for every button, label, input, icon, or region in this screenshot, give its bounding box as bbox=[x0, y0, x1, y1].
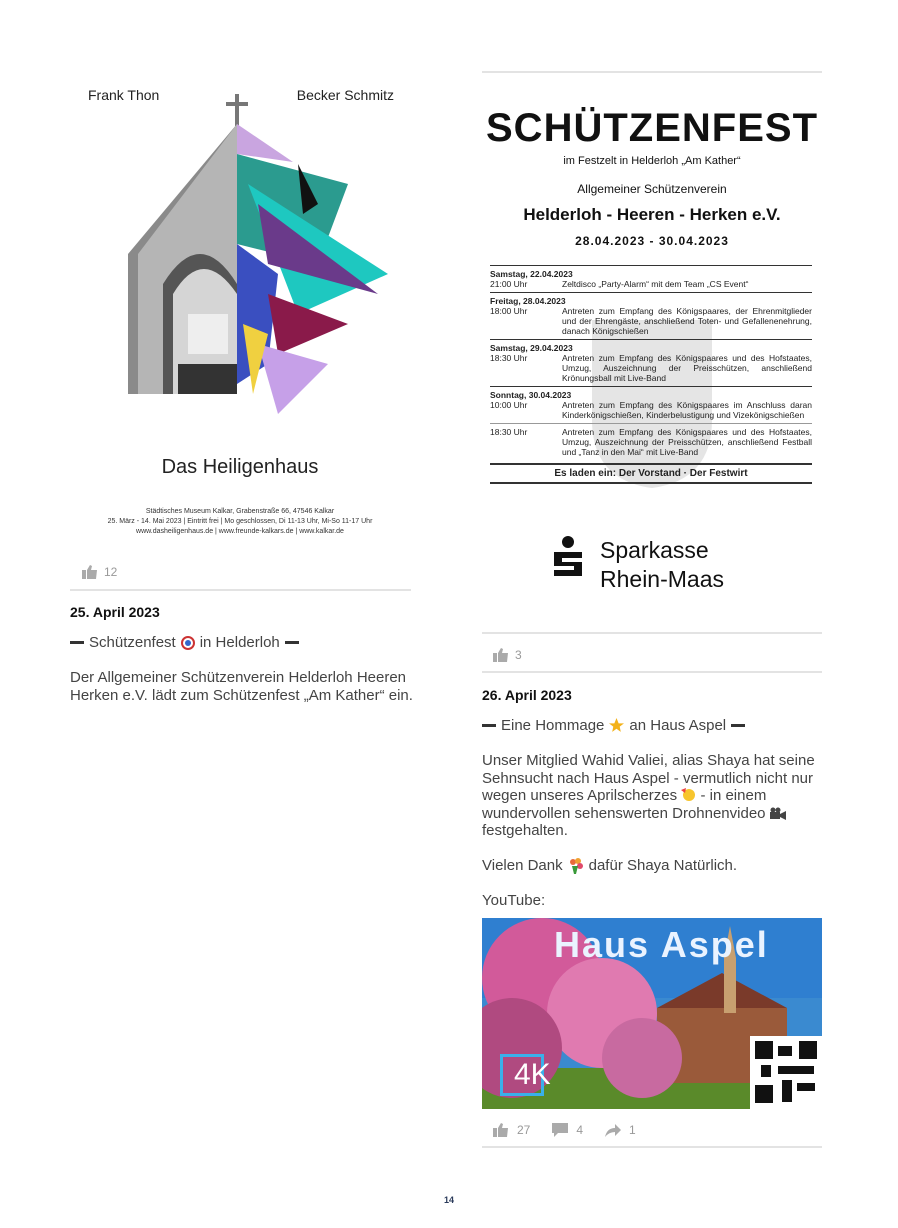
sparkasse-icon bbox=[552, 536, 584, 578]
schedule-time: 10:00 Uhr bbox=[490, 400, 528, 410]
like-count: 3 bbox=[515, 648, 522, 662]
share-icon[interactable] bbox=[605, 1123, 621, 1137]
schedule-day: Samstag, 22.04.2023 bbox=[490, 269, 573, 279]
star-icon bbox=[609, 718, 624, 733]
poster-org-line: Allgemeiner Schützenverein bbox=[577, 182, 727, 196]
youtube-label: YouTube: bbox=[482, 892, 546, 909]
post2-thanks bbox=[482, 857, 737, 875]
thumbs-up-icon bbox=[82, 565, 98, 579]
schedule-day: Freitag, 28.04.2023 bbox=[490, 296, 566, 306]
poster-subtitle: im Festzelt in Helderloh „Am Kather“ bbox=[563, 155, 741, 167]
divider bbox=[482, 1146, 822, 1148]
schedule-time: 18:00 Uhr bbox=[490, 306, 528, 316]
chapel-artwork-image bbox=[118, 94, 398, 434]
paragraph-text: dafür Shaya Natürlich. bbox=[588, 857, 738, 874]
post1-date: 25. April 2023 bbox=[70, 604, 160, 620]
like-count: 12 bbox=[104, 565, 118, 579]
post2-actions bbox=[493, 1123, 636, 1137]
dash-icon bbox=[285, 641, 299, 644]
video-title: Haus Aspel bbox=[554, 924, 769, 965]
sparkasse-logo bbox=[552, 536, 724, 594]
badge-label: 4K bbox=[514, 1058, 551, 1091]
schedule-desc: Antreten zum Empfang des Königspaares im Anschluss daran Kinderkönigschießen, Kinderbelustigung und Vizekönigschießen bbox=[562, 400, 812, 420]
post1-reactions[interactable] bbox=[82, 565, 117, 579]
poster-address: Städtisches Museum Kalkar, Grabenstraße 66, 47546 Kalkar bbox=[145, 508, 335, 515]
headline-text: Eine Hommage bbox=[501, 717, 605, 734]
target-icon bbox=[181, 636, 195, 650]
schedule-table bbox=[490, 262, 812, 487]
comment-icon[interactable] bbox=[552, 1123, 568, 1137]
schuetzenfest-poster bbox=[482, 90, 822, 630]
headline-text: an Haus Aspel bbox=[629, 717, 727, 734]
page-number: 14 bbox=[443, 1195, 454, 1205]
schedule-desc: Antreten zum Empfang des Königspaares und des Hofstaates, Umzug, Auszeichnung der Preisschützen, anschließend Festball und „Tanz in den Mai“ mit Live-Band bbox=[562, 427, 812, 457]
poster-author-right: Becker Schmitz bbox=[296, 87, 394, 103]
party-face-icon bbox=[681, 788, 696, 802]
schedule-desc: Antreten zum Empfang des Königspaares, der Ehrenmitglieder und der Ehrengäste, anschließend Toten- und Gefallenenehrung, danach Königschießen bbox=[562, 306, 812, 336]
dash-icon bbox=[482, 724, 496, 727]
dash-icon bbox=[70, 641, 84, 644]
schedule-day: Samstag, 29.04.2023 bbox=[490, 343, 573, 353]
heiligenhaus-poster bbox=[70, 70, 410, 548]
poster-author-left: Frank Thon bbox=[88, 87, 160, 103]
bouquet-icon bbox=[568, 858, 584, 874]
schedule-time: 21:00 Uhr bbox=[490, 279, 528, 289]
poster-dates: 28.04.2023 - 30.04.2023 bbox=[575, 234, 729, 248]
poster-websites: www.dasheiligenhaus.de | www.freunde-kalkars.de | www.kalkar.de bbox=[136, 528, 344, 535]
paragraph-text: Unser Mitglied Wahid Valiei, alias Shaya hat seine Sehnsucht nach Haus Aspel - vermutlich nicht nur wegen unseres Aprilscherzes bbox=[482, 752, 815, 804]
headline-text: in Helderloh bbox=[199, 634, 280, 651]
schedule-desc: Zeltdisco „Party-Alarm“ mit dem Team „CS Event“ bbox=[562, 279, 749, 289]
divider bbox=[482, 671, 822, 673]
movie-camera-icon bbox=[770, 807, 786, 820]
divider bbox=[482, 71, 822, 73]
post2-reactions[interactable] bbox=[493, 648, 522, 662]
paragraph-text: - in einem wundervollen sehenswerten Drohnenvideo bbox=[482, 787, 767, 822]
paragraph-text: Vielen Dank bbox=[482, 857, 563, 874]
schedule-day: Sonntag, 30.04.2023 bbox=[490, 390, 572, 400]
post2-paragraph bbox=[482, 752, 827, 840]
sponsor-line1: Sparkasse bbox=[600, 537, 709, 563]
poster-title: Das Heiligenhaus bbox=[161, 456, 319, 478]
sponsor-line2: Rhein-Maas bbox=[600, 566, 724, 592]
comment-count: 4 bbox=[576, 1123, 584, 1137]
share-count: 1 bbox=[629, 1123, 636, 1137]
dash-icon bbox=[731, 724, 745, 727]
video-4k-badge bbox=[500, 1054, 551, 1096]
headline-text: Schützenfest bbox=[89, 634, 176, 651]
youtube-video-thumbnail[interactable] bbox=[482, 918, 822, 1109]
schedule-time: 18:30 Uhr bbox=[490, 353, 528, 363]
post2-date: 26. April 2023 bbox=[482, 687, 572, 703]
post2-headline bbox=[482, 717, 745, 735]
poster-footer: Es laden ein: Der Vorstand · Der Festwirt bbox=[554, 468, 748, 479]
post1-body: Der Allgemeiner Schützenverein Helderloh Heeren Herken e.V. lädt zum Schützenfest „Am Kather“ ein. bbox=[70, 669, 413, 704]
schedule-time: 18:30 Uhr bbox=[490, 427, 528, 437]
post1-headline bbox=[70, 634, 299, 652]
paragraph-text: festgehalten. bbox=[482, 822, 568, 839]
divider bbox=[482, 632, 822, 634]
like-count: 27 bbox=[517, 1123, 531, 1137]
divider bbox=[70, 589, 411, 591]
poster-title: SCHÜTZENFEST bbox=[486, 106, 818, 150]
poster-org-name: Helderloh - Heeren - Herken e.V. bbox=[523, 205, 781, 224]
thumbs-up-icon bbox=[493, 648, 509, 662]
poster-dates: 25. März - 14. Mai 2023 | Eintritt frei | Mo geschlossen, Di 11-13 Uhr, Mi-So 11-17 Uhr bbox=[107, 518, 373, 525]
schedule-desc: Antreten zum Empfang des Königspaares und des Hofstaates, Umzug, Auszeichnung der Preisschützen, anschließend Krönungsball mit Live-Band bbox=[562, 353, 812, 383]
thumbs-up-icon[interactable] bbox=[493, 1123, 509, 1137]
